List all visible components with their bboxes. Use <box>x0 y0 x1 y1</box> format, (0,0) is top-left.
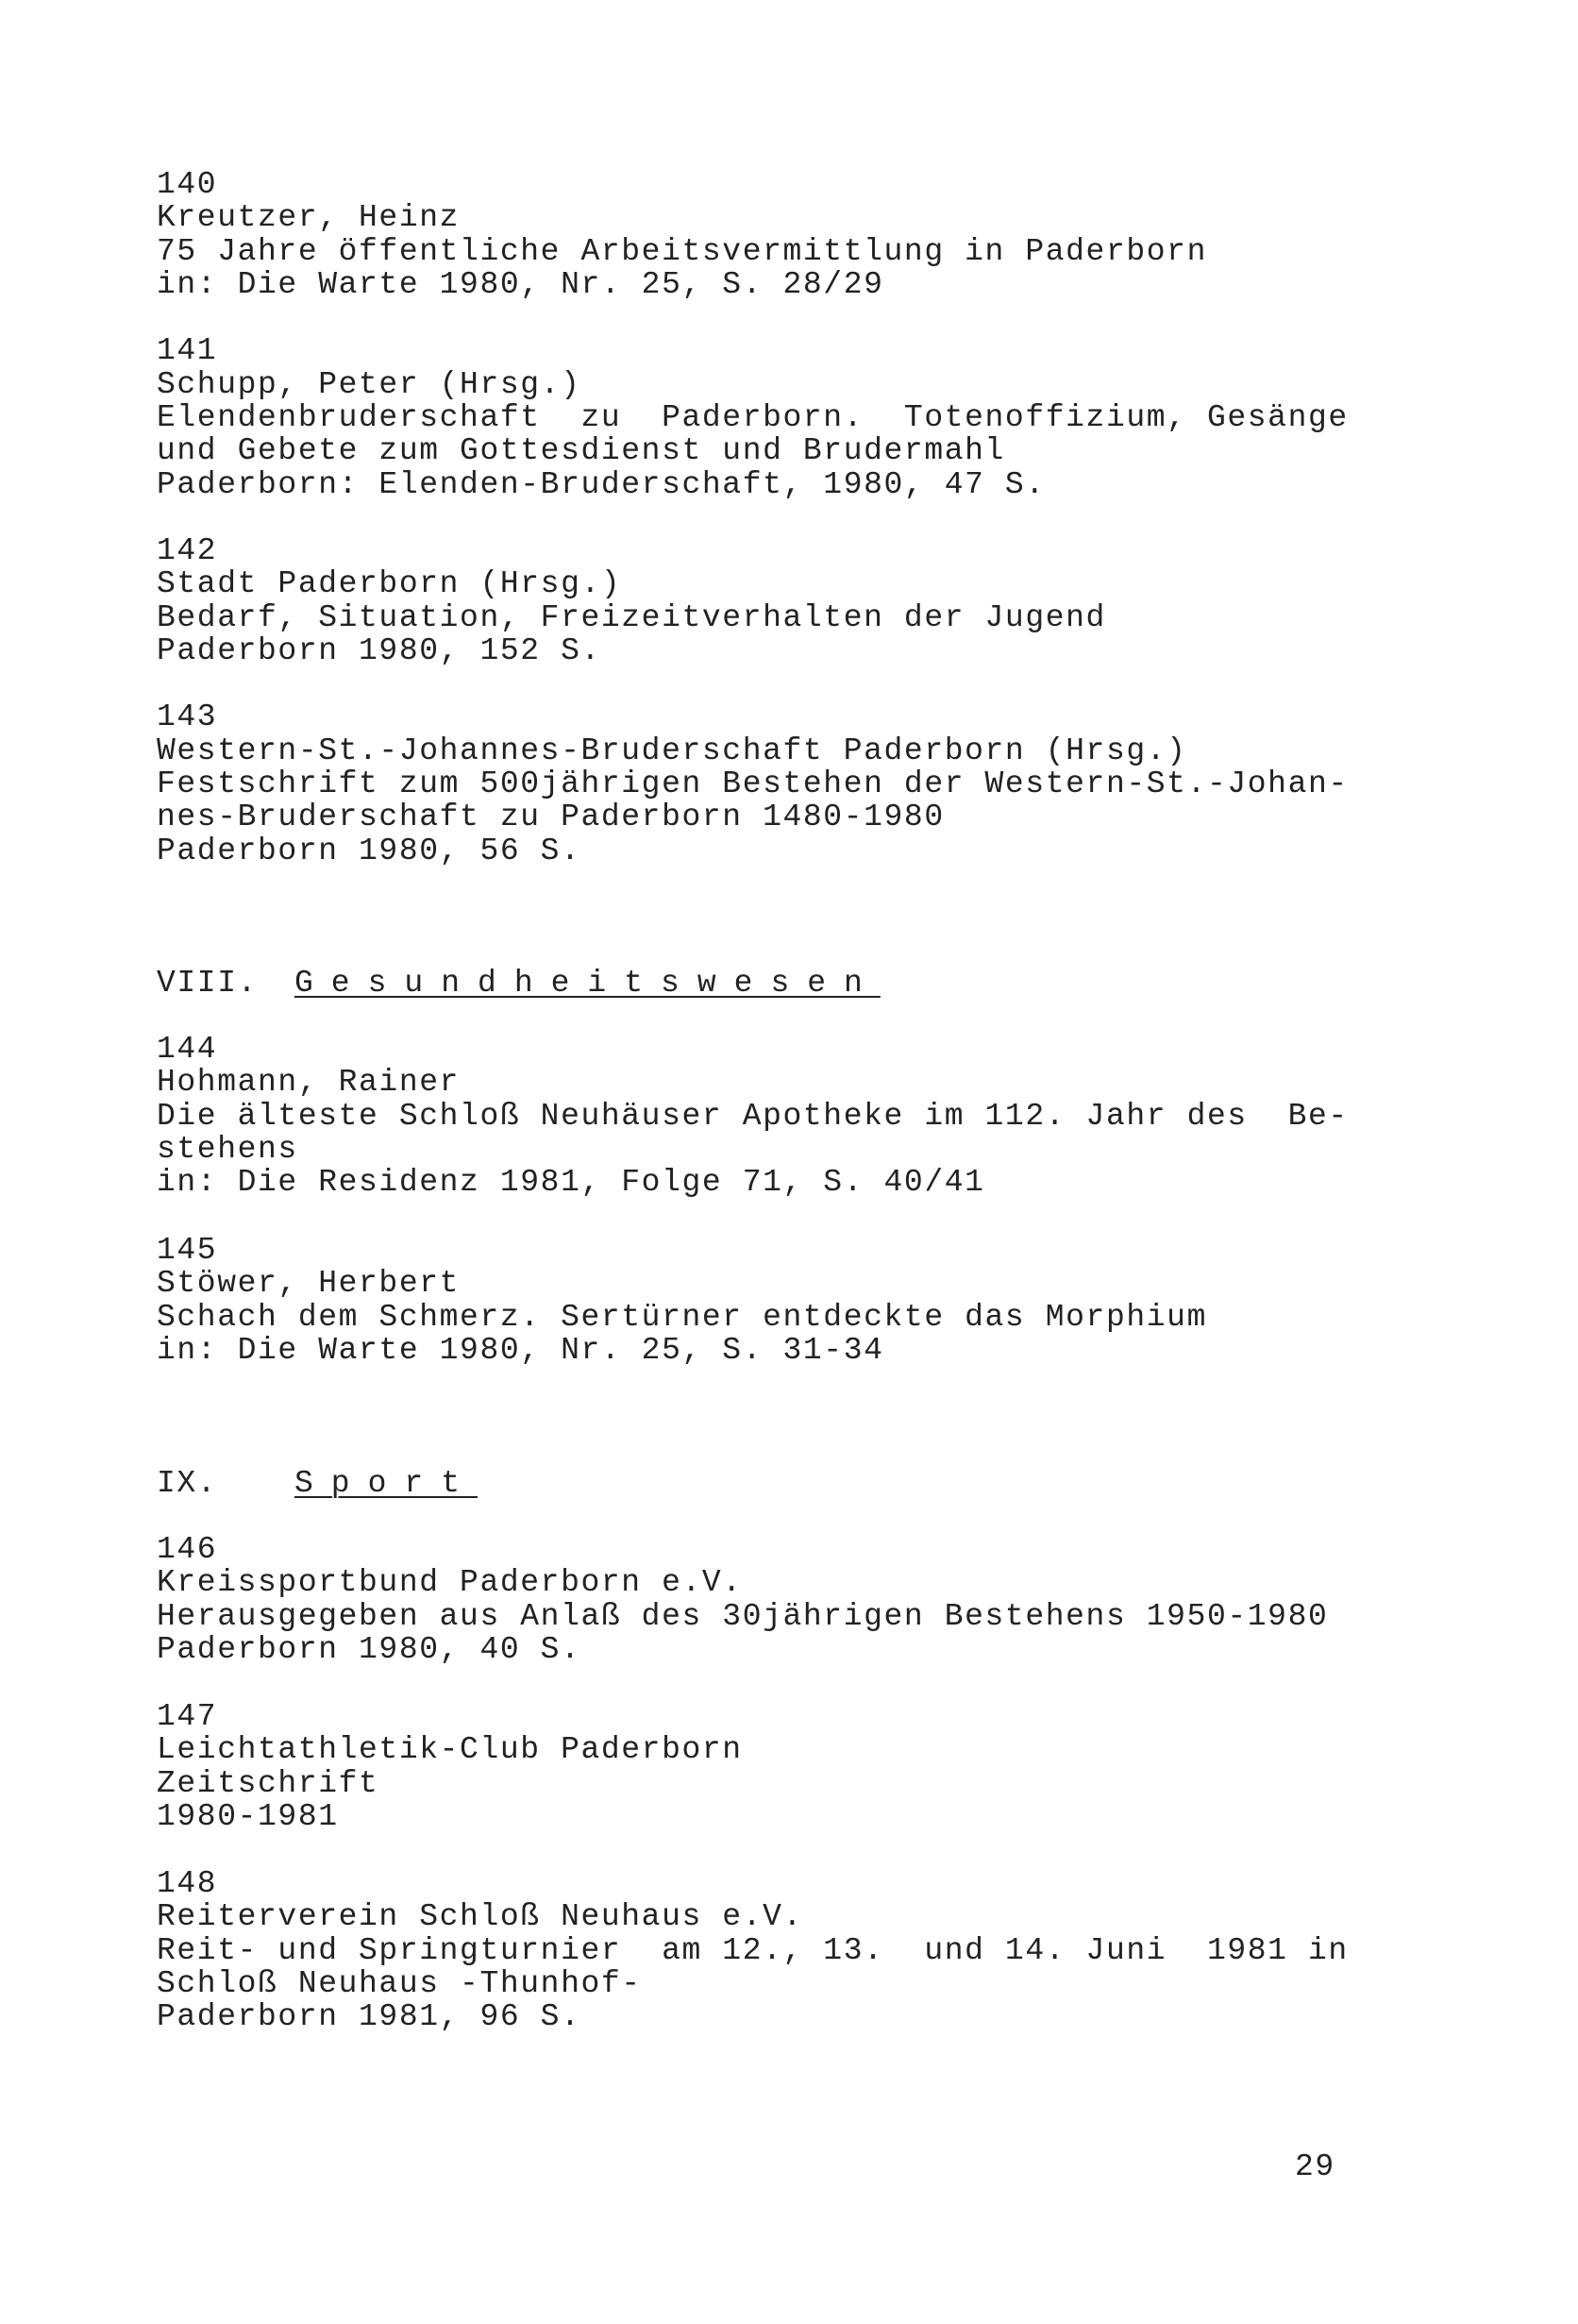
entry-number: 140 <box>157 167 218 202</box>
section-title: Gesundheitswesen <box>294 966 881 1001</box>
entry-author: Schupp, Peter (Hrsg.) <box>157 367 581 402</box>
section-numeral: VIII. <box>157 966 259 1001</box>
entry-author: Western-St.-Johannes-Bruderschaft Paderborn (Hrsg.) <box>157 733 1187 768</box>
entry-title: Bedarf, Situation, Freizeitverhalten der Jugend <box>157 600 1106 635</box>
entry-source: 1980-1981 <box>157 1799 339 1834</box>
entry-number: 142 <box>157 533 218 568</box>
entry-source: in: Die Warte 1980, Nr. 25, S. 28/29 <box>157 267 884 302</box>
entry-author: Stöwer, Herbert <box>157 1266 461 1301</box>
entry-author: Leichtathletik-Club Paderborn <box>157 1732 743 1767</box>
entry-title: Elendenbruderschaft zu Paderborn. Totenoffizium, Gesänge <box>157 400 1349 435</box>
entry-source: in: Die Warte 1980, Nr. 25, S. 31-34 <box>157 1333 884 1368</box>
entry-number: 141 <box>157 333 218 368</box>
entry-number: 146 <box>157 1532 218 1567</box>
entry-title: und Gebete zum Gottesdienst und Brudermahl <box>157 433 1005 468</box>
entry-number: 145 <box>157 1233 218 1268</box>
entry-number: 143 <box>157 699 218 734</box>
entry-title: Schach dem Schmerz. Sertürner entdeckte das Morphium <box>157 1300 1207 1335</box>
entry-title: Zeitschrift <box>157 1766 379 1801</box>
entry-source: Paderborn 1980, 56 S. <box>157 834 581 868</box>
entry-source: Paderborn 1981, 96 S. <box>157 1999 581 2034</box>
entry-title: Herausgegeben aus Anlaß des 30jährigen Bestehens 1950-1980 <box>157 1599 1329 1634</box>
entry-source: Paderborn 1980, 152 S. <box>157 633 601 668</box>
entry-source: Paderborn: Elenden-Bruderschaft, 1980, 47 S. <box>157 467 1046 502</box>
section-title: Sport <box>294 1466 478 1501</box>
entry-title: Festschrift zum 500jährigen Bestehen der Western-St.-Johan- <box>157 766 1349 801</box>
entry-source: Paderborn 1980, 40 S. <box>157 1632 581 1667</box>
entry-author: Kreissportbund Paderborn e.V. <box>157 1565 743 1600</box>
entry-number: 148 <box>157 1866 218 1901</box>
entry-title: 75 Jahre öffentliche Arbeitsvermittlung in Paderborn <box>157 234 1207 269</box>
entry-number: 147 <box>157 1699 218 1734</box>
entry-author: Hohmann, Rainer <box>157 1065 461 1100</box>
section-numeral: IX. <box>157 1466 218 1501</box>
page-number: 29 <box>1295 2149 1335 2184</box>
entry-title: Reit- und Springturnier am 12., 13. und 14. Juni 1981 in <box>157 1933 1349 1968</box>
entry-number: 144 <box>157 1032 218 1067</box>
entry-title: stehens <box>157 1132 298 1167</box>
entry-title: nes-Bruderschaft zu Paderborn 1480-1980 <box>157 800 945 834</box>
entry-title: Die älteste Schloß Neuhäuser Apotheke im 112. Jahr des Be- <box>157 1099 1349 1134</box>
entry-author: Stadt Paderborn (Hrsg.) <box>157 566 622 601</box>
entry-author: Reiterverein Schloß Neuhaus e.V. <box>157 1899 803 1934</box>
entry-title: Schloß Neuhaus -Thunhof- <box>157 1966 642 2001</box>
entry-source: in: Die Residenz 1981, Folge 71, S. 40/41 <box>157 1165 985 1200</box>
entry-author: Kreutzer, Heinz <box>157 200 461 235</box>
